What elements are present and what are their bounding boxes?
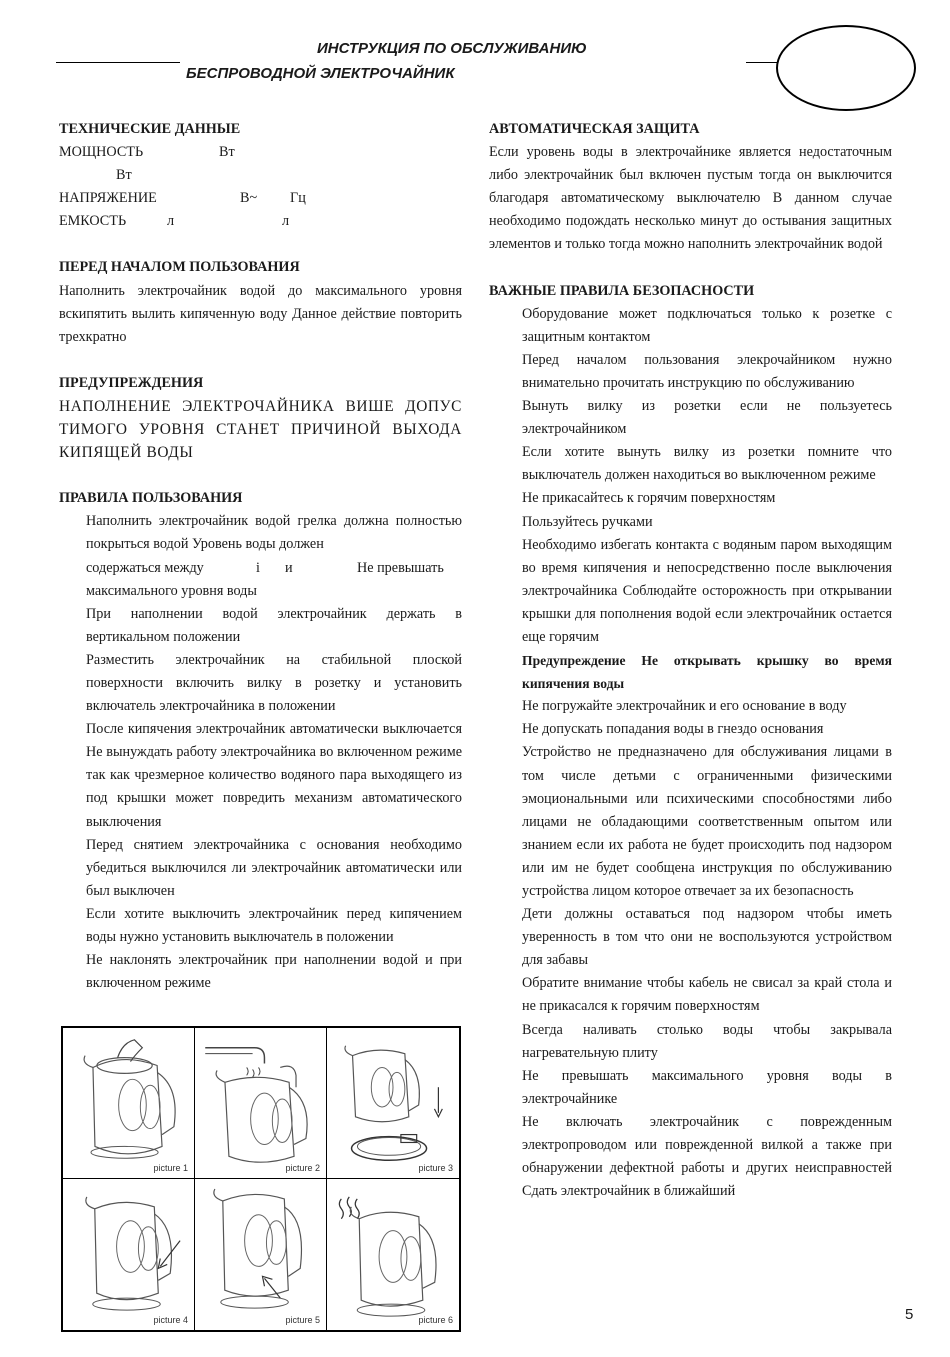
before-use-title: ПЕРЕД НАЧАЛОМ ПОЛЬЗОВАНИЯ xyxy=(59,259,300,276)
rule-item-1b-text4: Не превышать xyxy=(357,559,444,576)
header-title-line2: БЕСПРОВОДНОЙ ЭЛЕКТРОЧАЙНИК xyxy=(186,65,455,82)
safety-item-5: Не прикасайтесь к горячим поверхностям xyxy=(522,490,776,507)
right-column xyxy=(489,118,892,1203)
tech-data-title: ТЕХНИЧЕСКИЕ ДАННЫЕ xyxy=(59,121,241,137)
picture-2-caption: picture 2 xyxy=(285,1163,320,1173)
voltage-row xyxy=(59,187,462,210)
kettle-switch-illustration xyxy=(63,1179,194,1330)
header-rule-right xyxy=(746,62,778,63)
usage-rules-list xyxy=(59,510,462,995)
picture-4 xyxy=(63,1179,195,1330)
rule-item-4: После кипячения электрочайник автоматически выключается Не вынуждать работу электрочайника во включенном режиме так как чрезмерное количество водяного пара выходящего из под крышки может повредить механизм автоматического выключения xyxy=(86,721,462,830)
rule-item-2: При наполнении водой электрочайник держать в вертикальном положении xyxy=(86,605,462,645)
power-unit: Вт xyxy=(219,144,235,161)
safety-item-10: Не допускать попадания воды в гнездо основания xyxy=(522,721,824,738)
safety-item-16: Не включать электрочайник с поврежденным электропроводом или поврежденной вилкой а также при обнаружении дефектной работы и других неисправностей Сдать электрочайник в ближайший xyxy=(522,1113,892,1200)
picture-5-caption: picture 5 xyxy=(285,1315,320,1325)
safety-item-13: Обратите внимание чтобы кабель не свисал за край стола и не прикасался к горячим поверхностям xyxy=(522,975,892,1015)
kettle-under-tap-illustration xyxy=(195,1028,326,1178)
header-title-line1: ИНСТРУКЦИЯ ПО ОБСЛУЖИВАНИЮ xyxy=(317,40,587,57)
warnings-text: НАПОЛНЕНИЕ ЭЛЕКТРОЧАЙНИКА ВИШЕ ДОПУС ТИМОГО УРОВНЯ СТАНЕТ ПРИЧИНОЙ ВЫХОДА КИПЯЩЕЙ ВОДЫ xyxy=(59,397,462,462)
picture-5 xyxy=(195,1179,327,1330)
kettle-lift-illustration xyxy=(195,1179,326,1330)
safety-item-11: Устройство не предназначено для обслуживания лицами в том числе детьми с ограниченными физическими эмоциональными или психическими способностями либо лицами не обладающими соответственным опытом или знанием если их работа не будет происходить под надзором или им не будет сообщена инструкция по обслуживанию устройства лицом которое отвечает за их безопасность xyxy=(522,744,892,899)
rule-item-1b-text3: и xyxy=(285,559,293,576)
power-unit-2: Вт xyxy=(116,167,132,184)
rule-item-7: Не наклонять электрочайник при наполнении водой и при включенном режиме xyxy=(86,952,462,992)
safety-item-4: Если хотите вынуть вилку из розетки помните что выключатель должен находиться во выключенном режиме xyxy=(522,444,892,484)
usage-rules-title: ПРАВИЛА ПОЛЬЗОВАНИЯ xyxy=(59,490,243,507)
kettle-filling-illustration xyxy=(63,1028,194,1178)
power-row xyxy=(59,141,462,164)
left-column xyxy=(59,118,462,995)
header-rule-left xyxy=(56,62,180,63)
picture-3 xyxy=(327,1028,459,1179)
rule-item-1b-text1: содержаться между xyxy=(86,559,204,576)
picture-6-caption: picture 6 xyxy=(418,1315,453,1325)
picture-6 xyxy=(327,1179,459,1330)
kettle-steam-illustration xyxy=(327,1179,459,1330)
capacity-row xyxy=(59,210,462,233)
auto-protection-text: Если уровень воды в электрочайнике является недостаточным либо электрочайник был включен пустым тогда он выключится благодаря автоматическому выключателю В данном случае необходимо подождать несколько минут до остывания защитных элементов и только тогда можно наполнить электрочайник водой xyxy=(489,144,892,253)
rule-item-1a: Наполнить электрочайник водой грелка должна полностью покрыться водой Уровень воды должен xyxy=(86,513,462,553)
safety-item-14: Всегда наливать столько воды чтобы закрывала нагревательную плиту xyxy=(522,1021,892,1061)
safety-item-12: Дети должны оставаться под надзором чтобы иметь уверенность в том что они не воспользуются устройством для забавы xyxy=(522,906,892,969)
picture-4-caption: picture 4 xyxy=(153,1315,188,1325)
safety-item-1: Оборудование может подключаться только к розетке с защитным контактом xyxy=(522,305,892,345)
warnings-title: ПРЕДУПРЕЖДЕНИЯ xyxy=(59,374,204,391)
frequency-unit: Гц xyxy=(290,190,306,207)
auto-protection-title: АВТОМАТИЧЕСКАЯ ЗАЩИТА xyxy=(489,121,700,137)
safety-item-15: Не превышать максимального уровня воды в электрочайнике xyxy=(522,1067,892,1107)
rule-item-6: Если хотите выключить электрочайник перед кипячением воды нужно установить выключатель в положении xyxy=(86,905,462,945)
safety-item-6: Пользуйтесь ручками xyxy=(522,513,653,530)
safety-item-9: Не погружайте электрочайник и его основание в воду xyxy=(522,698,847,715)
picture-1 xyxy=(63,1028,195,1179)
rule-item-5: Перед снятием электрочайника с основания необходимо убедиться выключился ли электрочайник автоматически или был выключен xyxy=(86,836,462,899)
rule-item-1c: максимального уровня воды xyxy=(86,582,257,599)
picture-3-caption: picture 3 xyxy=(418,1163,453,1173)
kettle-base-illustration xyxy=(327,1028,459,1178)
voltage-unit: В~ xyxy=(240,190,258,207)
picture-1-caption: picture 1 xyxy=(153,1163,188,1173)
safety-item-8-warning: Предупреждение Не открывать крышку во время кипячения воды xyxy=(522,653,892,692)
rule-item-3: Разместить электрочайник на стабильной плоской поверхности включить вилку в розетку и установить включатель электрочайника в положении xyxy=(86,651,462,715)
page-number: 5 xyxy=(905,1306,914,1323)
safety-rules-title: ВАЖНЫЕ ПРАВИЛА БЕЗОПАСНОСТИ xyxy=(489,282,755,299)
rule-item-1b xyxy=(86,557,462,580)
safety-item-3: Вынуть вилку из розетки если не пользуетесь электрочайником xyxy=(522,398,892,438)
safety-rules-list xyxy=(489,303,892,1204)
pictures-grid xyxy=(61,1026,461,1332)
before-use-text: Наполнить электрочайник водой до максимального уровня вскипятить вылить кипяченную воду Данное действие повторить трехкратно xyxy=(59,282,462,345)
picture-2 xyxy=(195,1028,327,1179)
voltage-label: НАПРЯЖЕНИЕ xyxy=(59,190,157,207)
logo-oval xyxy=(776,25,916,111)
capacity-unit-2: л xyxy=(282,213,290,230)
rule-item-1b-text2: i xyxy=(256,559,260,576)
power-label: МОЩНОСТЬ xyxy=(59,144,144,161)
capacity-unit-1: л xyxy=(167,213,175,230)
safety-item-2: Перед началом пользования элекрочайником нужно внимательно прочитать инструкцию по обслуживанию xyxy=(522,351,892,391)
power-row-2 xyxy=(59,164,462,187)
capacity-label: ЕМКОСТЬ xyxy=(59,213,127,230)
safety-item-7: Необходимо избегать контакта с водяным паром выходящим во время кипячения и непосредственно после выключения электрочайника Соблюдайте осторожность при открывании крышки для пополнения водой если электрочайник остается еще горячим xyxy=(522,536,892,645)
